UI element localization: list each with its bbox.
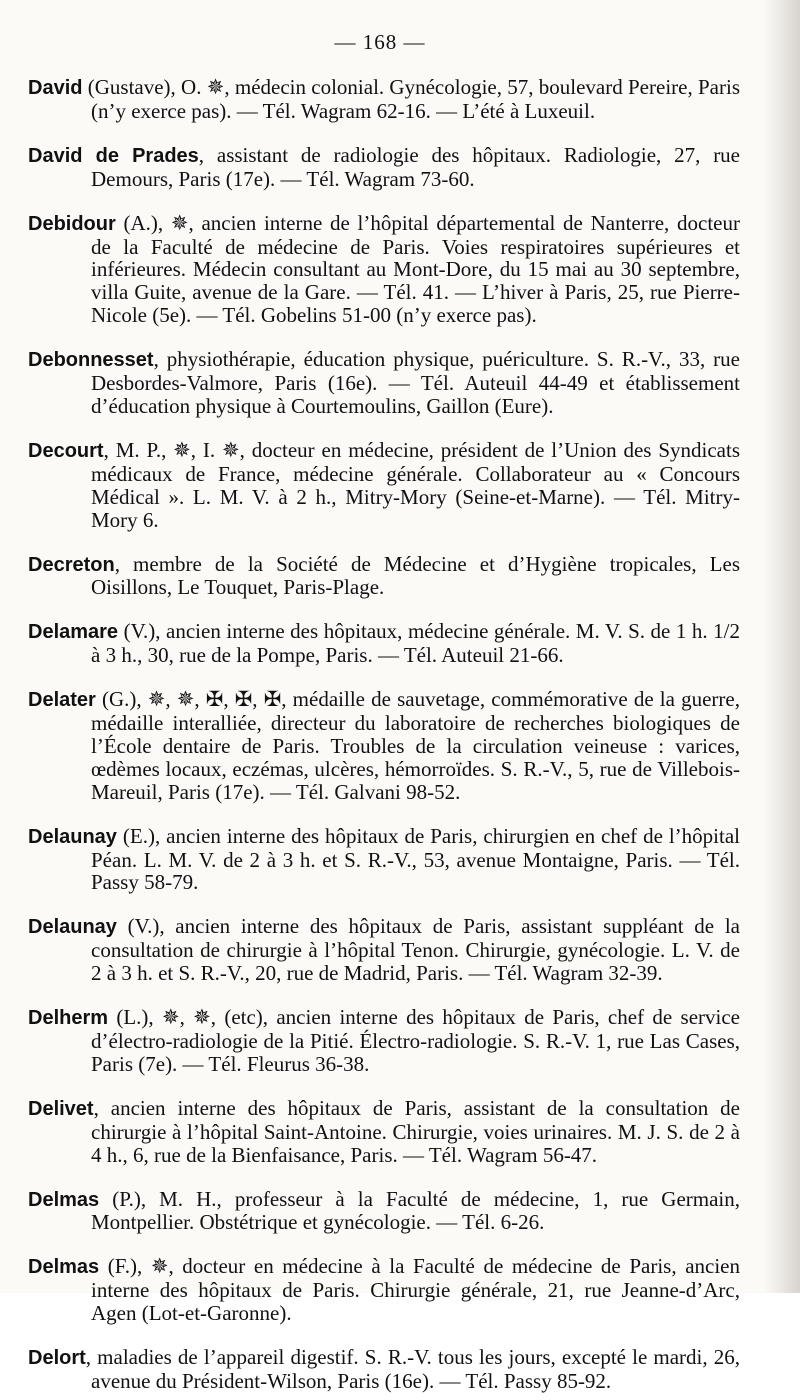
entry-name: Delmas <box>28 1256 100 1279</box>
entry-text: , physiothérapie, éducation physique, puériculture. S. R.-V., 33, rue Desbordes-Valmore, Paris (16e). — Tél. Auteuil 44-49 et établissement d’éducation physique à Courtemoulins, Gaillon (Eure). <box>91 347 740 418</box>
entry-text: , assistant de radiologie des hôpitaux. Radiologie, 27, rue Demours, Paris (17e). — Tél. Wagram 73-60. <box>91 142 741 191</box>
entry-text: (G.), ✵, ✵, ✠, ✠, ✠, médaille de sauvetage, commémorative de la guerre, médaille interalliée, directeur du laboratoire de recherches biologiques de l’École dentaire de Paris. Troubles de la circulation veineuse : varices, œdèmes locaux, eczémas, ulcères, hémorroïdes. S. R.-V., 5, rue de Villebois-Mareuil, Paris (17e). — Tél. Galvani 98-52. <box>91 687 740 804</box>
entry-text: (L.), ✵, ✵, (etc), ancien interne des hôpitaux de Paris, chef de service d’électro-radiologie de la Pitié. Électro-radiologie. S. R.-V. 1, rue Las Cases, Paris (7e). — Tél. Fleurus 36-38. <box>91 1005 740 1076</box>
entry-name: Delater <box>28 689 96 712</box>
page-edge-shadow <box>764 0 800 1293</box>
entry-name: Decreton <box>28 553 115 576</box>
entry-name: David <box>28 77 83 99</box>
entry-name: Delivet <box>28 1097 94 1120</box>
entry-name: Delaunay <box>28 825 117 848</box>
entry-name: Debonnesset <box>28 349 154 372</box>
entry-name: Delort <box>28 1347 86 1370</box>
page-number: — 168 — <box>334 30 426 54</box>
directory-entry <box>28 1255 740 1325</box>
directory-entry <box>28 620 740 667</box>
directory-entry <box>28 76 740 123</box>
entry-name: Debidour <box>28 212 116 235</box>
directory-entry <box>28 348 740 418</box>
directory-entry <box>28 212 740 328</box>
directory-entry <box>28 688 740 804</box>
entry-text: (E.), ancien interne des hôpitaux de Paris, chirurgien en chef de l’hôpital Péan. L. M. V. de 2 à 3 h. et S. R.-V., 53, avenue Montaigne, Paris. — Tél. Passy 58-79. <box>91 823 740 895</box>
entry-text: , membre de la Société de Médecine et d’Hygiène tropicales, Les Oisillons, Le Touquet, Paris-Plage. <box>91 551 740 600</box>
directory-entry <box>28 1006 740 1076</box>
entry-text: , M. P., ✵, I. ✵, docteur en médecine, président de l’Union des Syndicats médicaux de France, médecine générale. Collaborateur au « Concours Médical ». L. M. V. à 2 h., Mitry-Mory (Seine-et-Marne). — Tél. Mitry-Mory 6. <box>91 437 740 532</box>
directory-entry <box>28 1346 740 1393</box>
directory-entry <box>28 825 740 895</box>
entry-name: Delamare <box>28 621 119 644</box>
directory-entries <box>28 76 740 1400</box>
directory-entry <box>28 553 740 600</box>
entry-text: (P.), M. H., professeur à la Faculté de médecine, 1, rue Germain, Montpellier. Obstétrique et gynécologie. — Tél. 6-26. <box>91 1186 740 1235</box>
entry-text: (Gustave), O. ✵, médecin colonial. Gynécologie, 57, boulevard Pereire, Paris (n’y exerce pas). — Tél. Wagram 62-16. — L’été à Luxeuil. <box>82 75 740 123</box>
entry-text: (V.), ancien interne des hôpitaux de Paris, assistant suppléant de la consultation de chirurgie à l’hôpital Tenon. Chirurgie, gynécologie. L. V. de 2 à 3 h. et S. R.-V., 20, rue de Madrid, Paris. — Tél. Wagram 32-39. <box>91 914 740 986</box>
entry-name: Delherm <box>28 1007 109 1030</box>
entry-text: (F.), ✵, docteur en médecine à la Faculté de médecine de Paris, ancien interne des hôpitaux de Paris. Chirurgie générale, 21, rue Jeanne-d’Arc, Agen (Lot-et-Garonne). <box>91 1254 740 1326</box>
directory-entry <box>28 439 740 532</box>
entry-text: (A.), ✵, ancien interne de l’hôpital départemental de Nanterre, docteur de la Faculté de médecine de Paris. Voies respiratoires supérieures et inférieures. Médecin consultant au Mont-Dore, du 15 mai au 30 septembre, villa Guite, avenue de la Gare. — Tél. 41. — L’hiver à Paris, 25, rue Pierre-Nicole (5e). — Tél. Gobelins 51-00 (n’y exerce pas). <box>91 210 740 328</box>
entry-name: David de Prades <box>28 144 199 167</box>
directory-entry <box>28 915 740 985</box>
entry-name: Delaunay <box>28 916 117 939</box>
directory-entry <box>28 1097 740 1167</box>
entry-name: Delmas <box>28 1188 100 1211</box>
entry-name: Decourt <box>28 439 104 462</box>
entry-text: , maladies de l’appareil digestif. S. R.-V. tous les jours, excepté le mardi, 26, avenue du Président-Wilson, Paris (16e). — Tél. Passy 85-92. <box>85 1345 740 1393</box>
entry-text: (V.), ancien interne des hôpitaux, médecine générale. M. V. S. de 1 h. 1/2 à 3 h., 30, rue de la Pompe, Paris. — Tél. Auteuil 21-66. <box>91 619 740 668</box>
entry-text: , ancien interne des hôpitaux de Paris, assistant de la consultation de chirurgie à l’hôpital Saint-Antoine. Chirurgie, voies urinaires. M. J. S. de 2 à 4 h., 6, rue de la Bienfaisance, Paris. — Tél. Wagram 56-47. <box>91 1095 740 1167</box>
directory-entry <box>28 144 740 191</box>
directory-entry <box>28 1188 740 1235</box>
